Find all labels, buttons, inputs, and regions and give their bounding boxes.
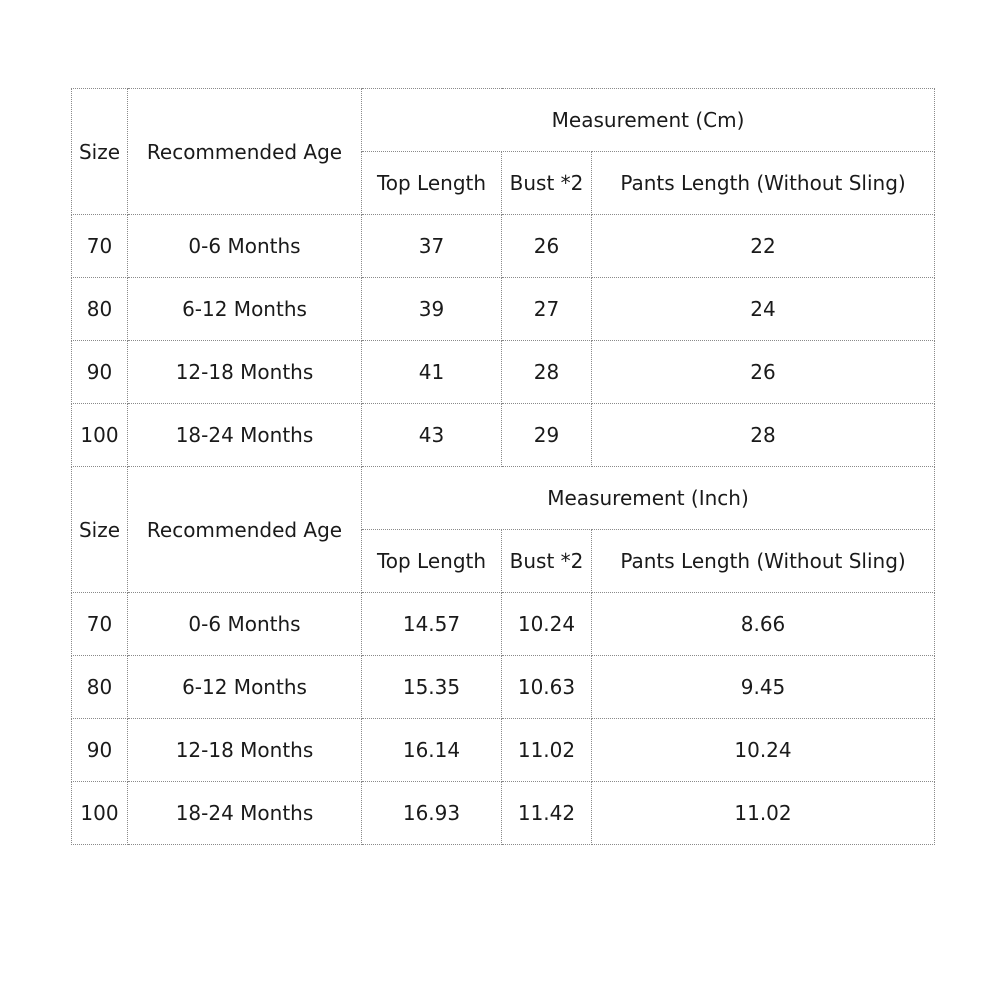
- top-length-cell: 37: [362, 215, 502, 278]
- top-length-header: Top Length: [362, 530, 502, 593]
- top-length-cell: 16.93: [362, 782, 502, 845]
- pants-length-cell: 11.02: [592, 782, 935, 845]
- age-cell: 18-24 Months: [128, 404, 362, 467]
- bust-header: Bust *2: [502, 152, 592, 215]
- pants-length-cell: 10.24: [592, 719, 935, 782]
- bust-cell: 10.24: [502, 593, 592, 656]
- top-length-header: Top Length: [362, 152, 502, 215]
- size-cell: 90: [72, 719, 128, 782]
- pants-length-cell: 22: [592, 215, 935, 278]
- size-cell: 100: [72, 404, 128, 467]
- pants-length-cell: 24: [592, 278, 935, 341]
- age-cell: 6-12 Months: [128, 656, 362, 719]
- bust-cell: 26: [502, 215, 592, 278]
- bust-cell: 29: [502, 404, 592, 467]
- size-cell: 80: [72, 656, 128, 719]
- top-length-cell: 14.57: [362, 593, 502, 656]
- top-length-cell: 16.14: [362, 719, 502, 782]
- measurement-header: Measurement (Cm): [362, 89, 935, 152]
- top-length-cell: 39: [362, 278, 502, 341]
- pants-length-cell: 26: [592, 341, 935, 404]
- size-cell: 80: [72, 278, 128, 341]
- pants-length-cell: 9.45: [592, 656, 935, 719]
- pants-length-header: Pants Length (Without Sling): [592, 152, 935, 215]
- age-cell: 12-18 Months: [128, 341, 362, 404]
- age-cell: 18-24 Months: [128, 782, 362, 845]
- age-cell: 12-18 Months: [128, 719, 362, 782]
- inch-header-row-1: [72, 467, 935, 530]
- age-cell: 6-12 Months: [128, 278, 362, 341]
- bust-cell: 11.42: [502, 782, 592, 845]
- table-row: [72, 404, 935, 467]
- bust-cell: 10.63: [502, 656, 592, 719]
- age-header: Recommended Age: [128, 467, 362, 593]
- table-row: [72, 278, 935, 341]
- table-row: [72, 656, 935, 719]
- pants-length-cell: 8.66: [592, 593, 935, 656]
- pants-length-header: Pants Length (Without Sling): [592, 530, 935, 593]
- size-cell: 70: [72, 215, 128, 278]
- bust-header: Bust *2: [502, 530, 592, 593]
- size-chart-table: [71, 88, 935, 845]
- table-row: [72, 593, 935, 656]
- size-header: Size: [72, 467, 128, 593]
- age-header: Recommended Age: [128, 89, 362, 215]
- measurement-header: Measurement (Inch): [362, 467, 935, 530]
- table-row: [72, 215, 935, 278]
- table-row: [72, 719, 935, 782]
- bust-cell: 11.02: [502, 719, 592, 782]
- cm-header-row-1: [72, 89, 935, 152]
- pants-length-cell: 28: [592, 404, 935, 467]
- size-header: Size: [72, 89, 128, 215]
- top-length-cell: 15.35: [362, 656, 502, 719]
- size-cell: 100: [72, 782, 128, 845]
- table-row: [72, 782, 935, 845]
- table-row: [72, 341, 935, 404]
- age-cell: 0-6 Months: [128, 215, 362, 278]
- bust-cell: 28: [502, 341, 592, 404]
- bust-cell: 27: [502, 278, 592, 341]
- size-cell: 70: [72, 593, 128, 656]
- age-cell: 0-6 Months: [128, 593, 362, 656]
- top-length-cell: 41: [362, 341, 502, 404]
- size-cell: 90: [72, 341, 128, 404]
- top-length-cell: 43: [362, 404, 502, 467]
